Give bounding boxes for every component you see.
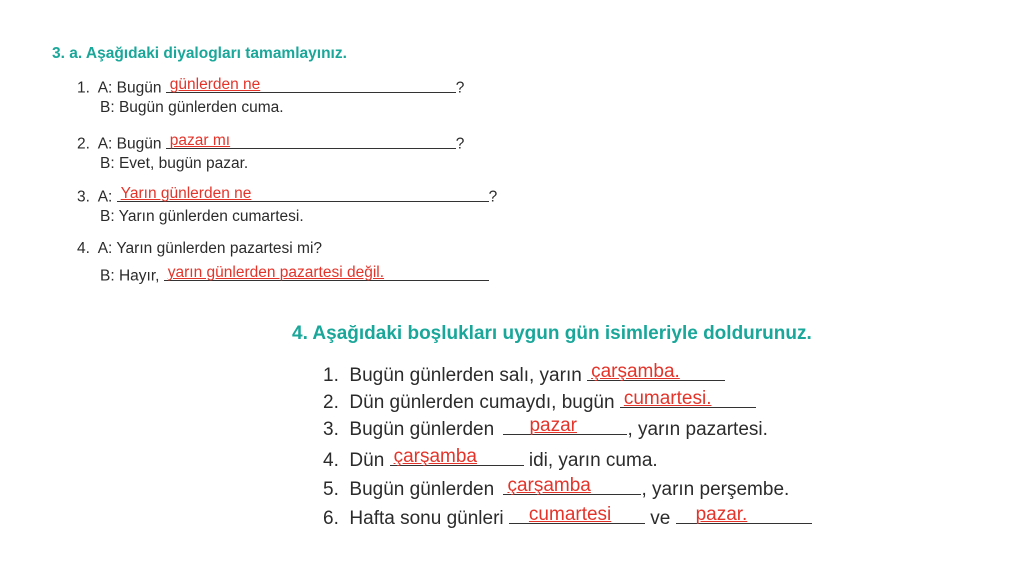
item-number: 2.	[323, 391, 339, 413]
answer-blank[interactable]	[503, 474, 641, 495]
s3-item4-b	[100, 264, 489, 286]
answer-blank[interactable]	[587, 360, 725, 381]
question-mark: ?	[455, 79, 465, 97]
answer-blank-2[interactable]	[676, 503, 812, 524]
sentence-before: Hafta sonu günleri	[349, 507, 504, 529]
s4-item5	[323, 474, 789, 501]
item-number: 3.	[323, 418, 339, 440]
answer-blank[interactable]	[620, 387, 756, 408]
section4-heading: 4. Aşağıdaki boşlukları uygun gün isimleriyle doldurunuz.	[292, 323, 812, 344]
answer-blank[interactable]	[117, 185, 489, 202]
answer-blank[interactable]	[166, 76, 456, 93]
s4-item3	[323, 414, 768, 441]
answer-text: yarın günlerden pazartesi değil.	[167, 264, 385, 281]
section3-heading: 3. a. Aşağıdaki diyalogları tamamlayınız.	[52, 45, 347, 62]
answer-blank[interactable]	[390, 445, 524, 466]
dialog-a-prefix: A: Bugün	[97, 135, 162, 153]
s3-item2-b: B: Evet, bugün pazar.	[100, 155, 249, 172]
answer-text: çarşamba.	[591, 360, 680, 382]
s4-item1	[323, 360, 725, 387]
item-number: 3.	[77, 188, 90, 206]
s4-item2	[323, 387, 756, 414]
answer-text: günlerden ne	[169, 76, 261, 93]
answer-text: çarşamba	[507, 474, 591, 496]
question-mark: ?	[488, 188, 498, 206]
item-number: 2.	[77, 135, 90, 153]
item-number: 5.	[323, 478, 339, 500]
sentence-before: Bugün günlerden	[349, 418, 495, 440]
dialog-a-line: A: Yarın günlerden pazartesi mi?	[97, 240, 323, 257]
item-number: 6.	[323, 507, 339, 529]
answer-text: Yarın günlerden ne	[120, 185, 252, 202]
s4-item6	[323, 503, 812, 530]
sentence-after: , yarın pazartesi.	[627, 418, 768, 440]
s3-item1-a	[77, 76, 464, 98]
question-mark: ?	[455, 135, 465, 153]
sentence-before: Dün günlerden cumaydı, bugün	[349, 391, 615, 413]
item-number: 4.	[323, 449, 339, 471]
s3-item3-a	[77, 185, 497, 207]
answer-text: cumartesi.	[623, 387, 712, 409]
item-number: 1.	[77, 79, 90, 97]
s3-item2-a	[77, 132, 464, 154]
answer-text: çarşamba	[393, 445, 477, 467]
s4-item4	[323, 445, 658, 472]
sentence-after: idi, yarın cuma.	[528, 449, 658, 471]
s3-item4-a	[77, 240, 322, 258]
answer-blank[interactable]	[164, 264, 489, 281]
sentence-after: , yarın perşembe.	[641, 478, 790, 500]
answer-blank[interactable]	[166, 132, 456, 149]
answer-text: pazar mı	[169, 132, 231, 149]
sentence-before: Dün	[349, 449, 385, 471]
item-number: 4.	[77, 240, 90, 257]
answer-blank[interactable]	[503, 414, 627, 435]
answer-text: cumartesi	[528, 503, 612, 525]
dialog-b-prefix: B: Hayır,	[100, 267, 160, 285]
sentence-before: Bugün günlerden	[349, 478, 495, 500]
item-number: 1.	[323, 364, 339, 386]
answer-blank[interactable]	[509, 503, 645, 524]
s3-item1-b: B: Bugün günlerden cuma.	[100, 99, 284, 116]
answer-text: pazar	[529, 414, 577, 436]
sentence-before: Bugün günlerden salı, yarın	[349, 364, 582, 386]
s3-item3-b: B: Yarın günlerden cumartesi.	[100, 208, 304, 225]
sentence-mid: ve	[650, 507, 671, 529]
answer-text: pazar.	[695, 503, 748, 525]
dialog-a-prefix: A: Bugün	[97, 79, 162, 97]
dialog-a-prefix: A:	[97, 188, 113, 206]
